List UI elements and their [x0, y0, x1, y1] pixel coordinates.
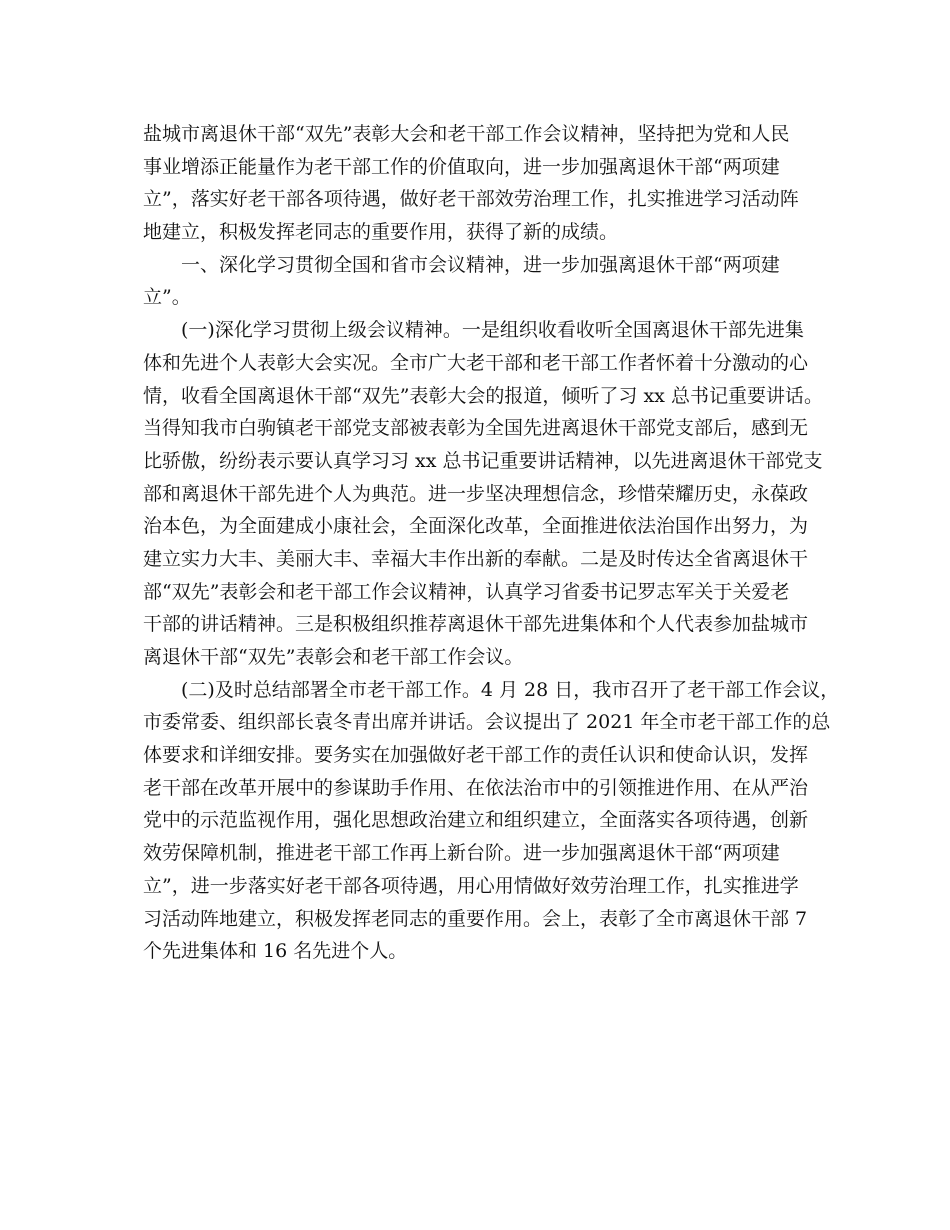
text-line: 离退休干部“双先”表彰会和老干部工作会议。 — [143, 646, 524, 668]
text-line: 党中的示范监视作用，强化思想政治建立和组织建立，全面落实各项待遇，创新 — [143, 809, 809, 832]
text-line: 盐城市离退休干部“双先”表彰大会和老干部工作会议精神，坚持把为党和人民 — [143, 123, 790, 145]
text-line: 部和离退休干部先进个人为典范。进一步坚决理想信念，珍惜荣耀历史，永葆政 — [143, 482, 809, 505]
text-line: 立”，落实好老干部各项待遇，做好老干部效劳治理工作，扎实推进学习活动阵 — [143, 188, 799, 211]
text-line: 情，收看全国离退休干部“双先”表彰大会的报道，倾听了习 xx 总书记重要讲话。 — [143, 384, 823, 407]
text-line: 当得知我市白驹镇老干部党支部被表彰为全国先进离退休干部党支部后，感到无 — [143, 417, 809, 440]
text-line: 体和先进个人表彰大会实况。全市广大老干部和老干部工作者怀着十分激动的心 — [143, 351, 809, 374]
text-line: 干部的讲话精神。三是积极组织推荐离退休干部先进集体和个人代表参加盐城市 — [143, 613, 809, 636]
text-line: 立”。 — [143, 286, 191, 309]
text-line: 市委常委、组织部长袁冬青出席并讲话。会议提出了 2021 年全市老干部工作的总 — [143, 711, 831, 734]
text-line: 习活动阵地建立，积极发挥老同志的重要作用。会上，表彰了全市离退休干部 7 — [143, 907, 808, 930]
text-line: 治本色，为全面建成小康社会，全面深化改革，全面推进依法治国作出努力，为 — [143, 515, 809, 538]
text-line: 个先进集体和 16 名先进个人。 — [143, 940, 408, 963]
text-line: 效劳保障机制，推进老干部工作再上新台阶。进一步加强离退休干部“两项建 — [143, 842, 780, 865]
text-line: 部“双先”表彰会和老干部工作会议精神，认真学习省委书记罗志军关于关爱老 — [143, 580, 790, 603]
text-line: 体要求和详细安排。要务实在加强做好老干部工作的责任认识和使命认识，发挥 — [143, 744, 809, 767]
text-line: 地建立，积极发挥老同志的重要作用，获得了新的成绩。 — [143, 221, 619, 244]
text-line: 建立实力大丰、美丽大丰、幸福大丰作出新的奉献。二是及时传达全省离退休干 — [143, 547, 809, 570]
document-body — [143, 118, 843, 968]
paragraph-first-line: 一、深化学习贯彻全国和省市会议精神，进一步加强离退休干部“两项建 — [181, 253, 780, 276]
text-line: 立”，进一步落实好老干部各项待遇，用心用情做好效劳治理工作，扎实推进学 — [143, 874, 799, 897]
text-line: 事业增添正能量作为老干部工作的价值取向，进一步加强离退休干部“两项建 — [143, 155, 780, 178]
text-line: 比骄傲，纷纷表示要认真学习习 xx 总书记重要讲话精神，以先进离退休干部党支 — [143, 449, 823, 472]
text-line: 老干部在改革开展中的参谋助手作用、在依法治市中的引领推进作用、在从严治 — [143, 776, 809, 799]
paragraph-first-line: (二)及时总结部署全市老干部工作。4 月 28 日，我市召开了老干部工作会议， — [181, 678, 840, 701]
paragraph-first-line: (一)深化学习贯彻上级会议精神。一是组织收看收听全国离退休干部先进集 — [181, 319, 804, 342]
